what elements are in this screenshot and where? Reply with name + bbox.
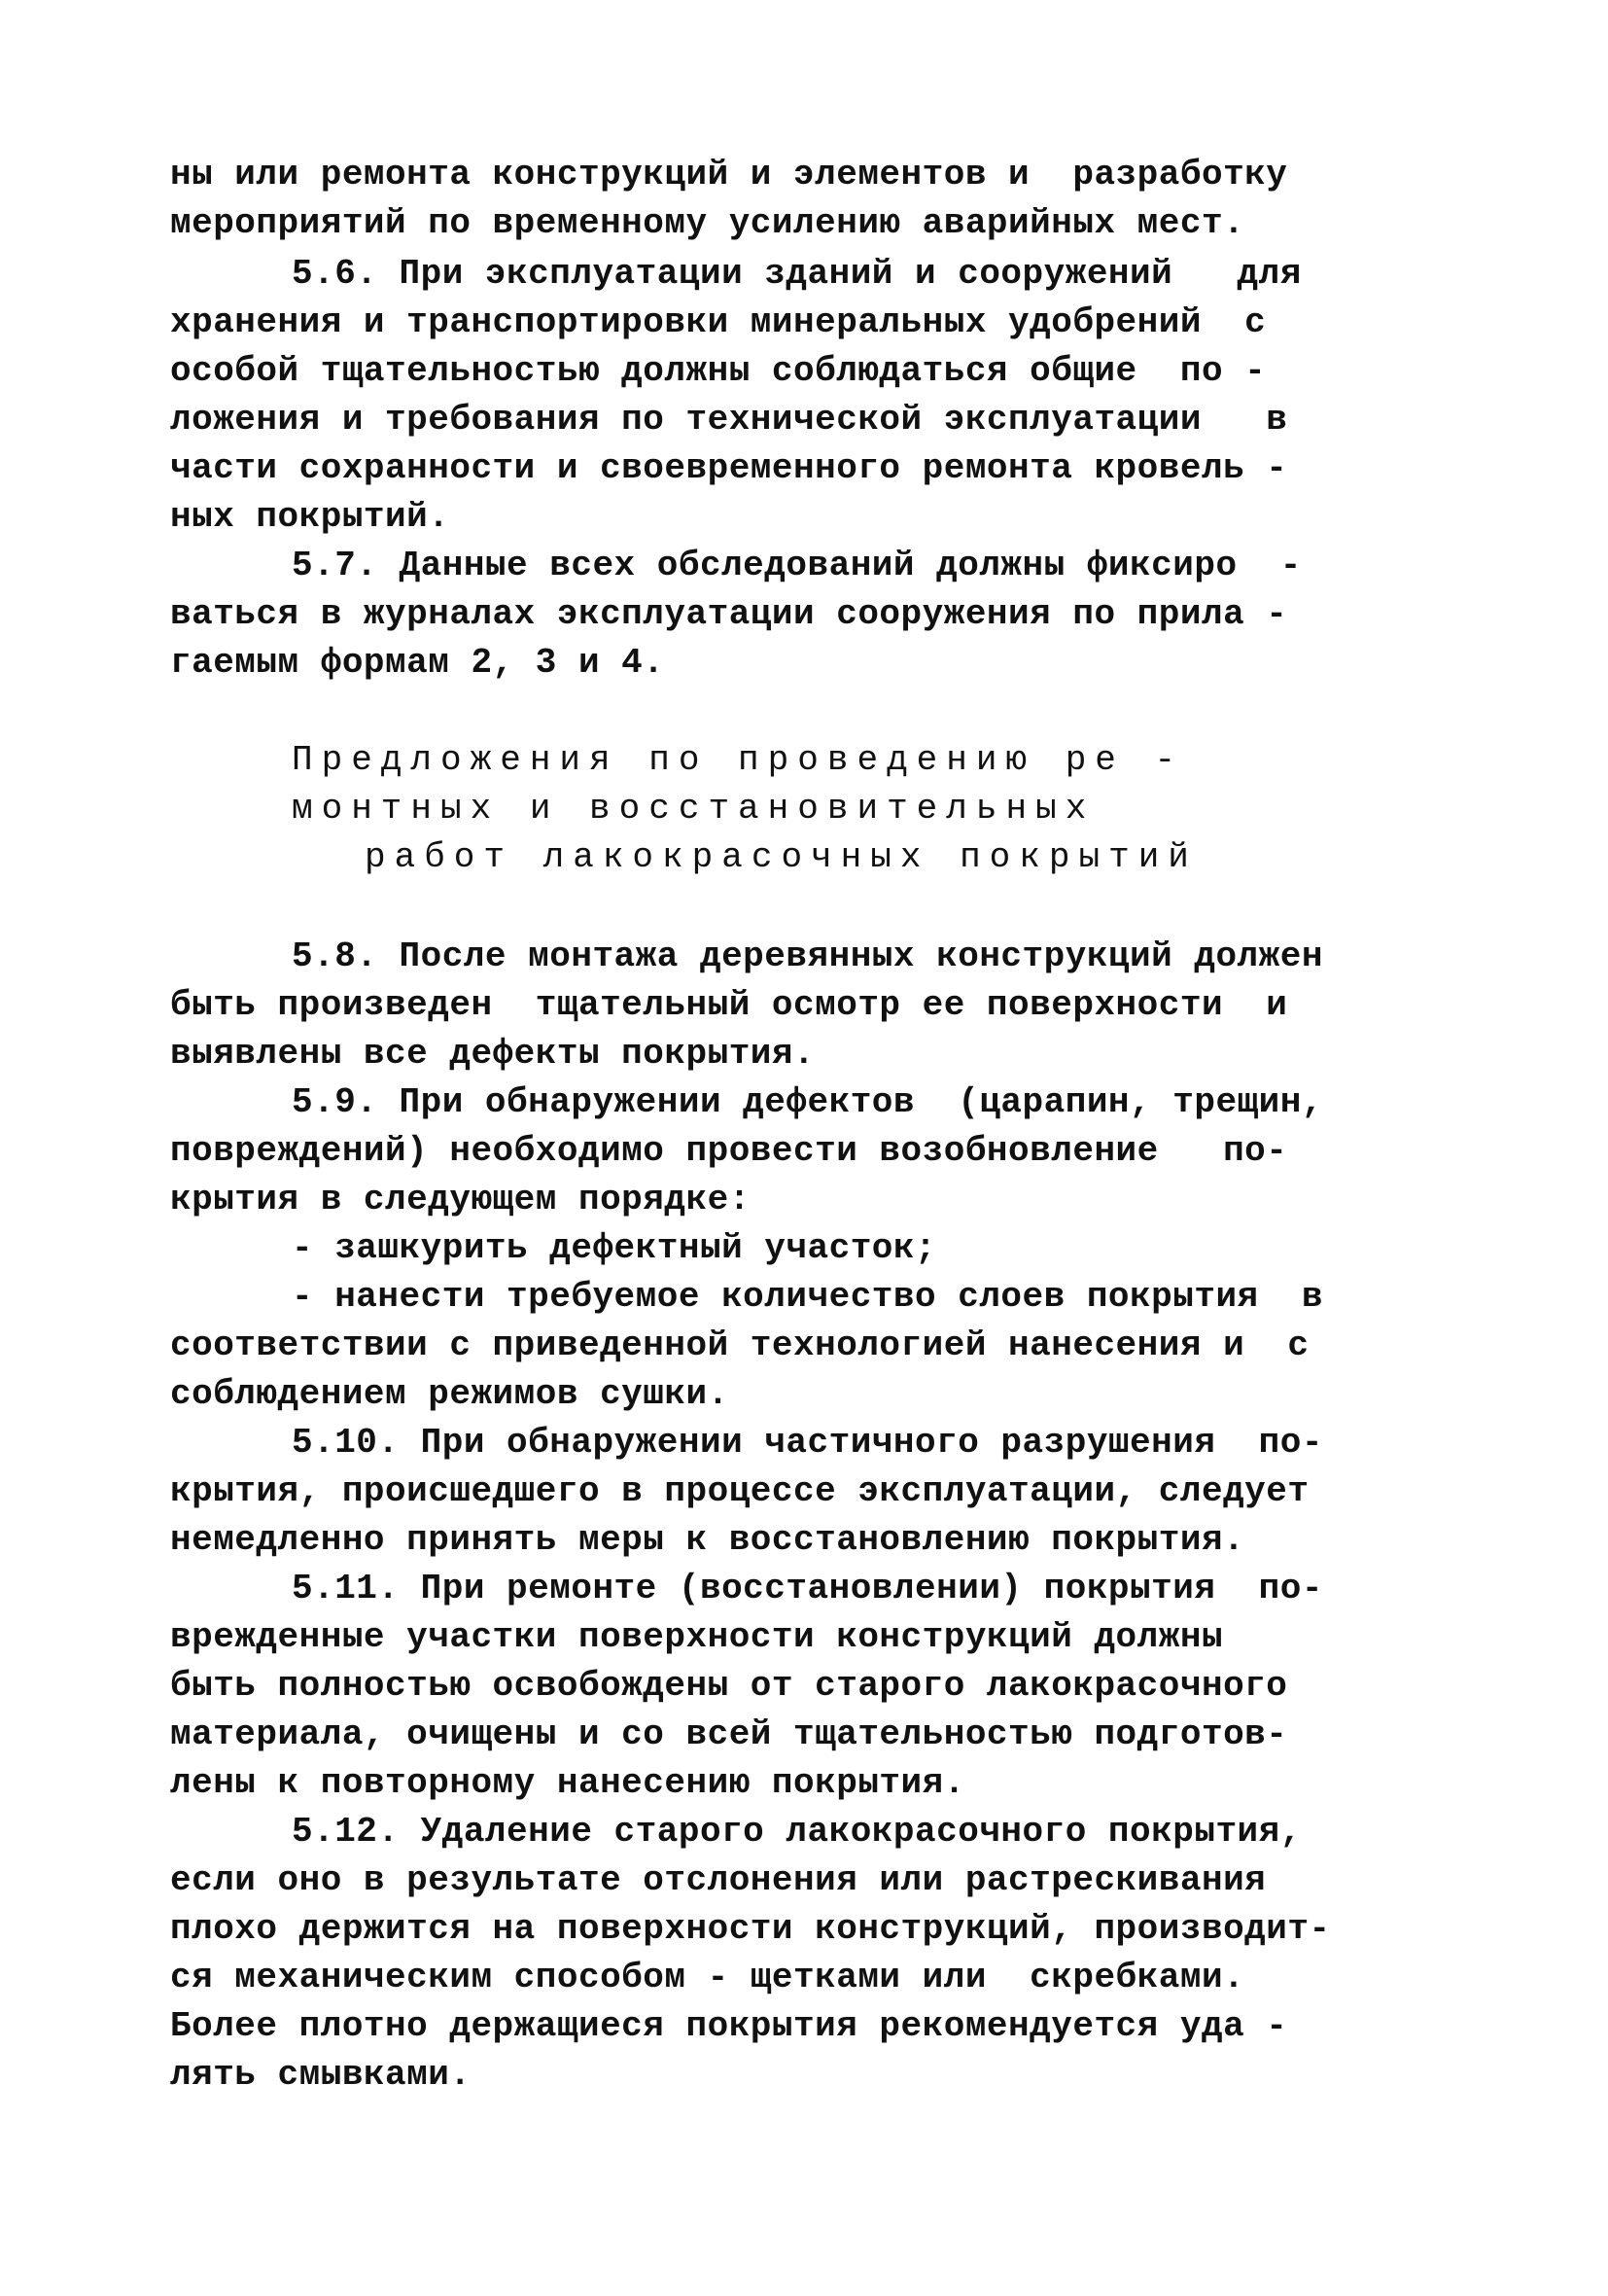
p511-line-2: врежденные участки поверхности конструкций должны [170,1617,1224,1657]
p59-line-1: 5.9. При обнаружении дефектов (царапин, трещин, [292,1082,1323,1122]
section-heading-line-1: Предложения по проведению ре - [292,740,1185,780]
section-heading-line-2: монтных и восстановительных [292,789,1096,829]
p56-line-6: ных покрытий. [170,497,450,537]
p512-line-4: ся механическим способом - щетками или скребками. [170,1958,1245,1997]
p58-line-3: выявлены все дефекты покрытия. [170,1034,816,1074]
p512-line-1: 5.12. Удаление старого лакокрасочного покрытия, [292,1812,1302,1852]
p57-line-3: гаемым формам 2, 3 и 4. [170,643,665,683]
p56-line-4: ложения и требования по технической эксплуатации в [170,400,1288,440]
p57-line-1: 5.7. Данные всех обследований должны фиксиро - [292,546,1302,585]
p59-line-7: соблюдением режимов сушки. [170,1374,729,1414]
p511-line-1: 5.11. При ремонте (восстановлении) покрытия по- [292,1569,1323,1608]
p56-line-3: особой тщательностью должны соблюдаться общие по - [170,351,1267,391]
p56-line-1: 5.6. При эксплуатации зданий и сооружений для [292,254,1302,294]
p58-line-2: быть произведен тщательный осмотр ее поверхности и [170,985,1288,1025]
intro-line-2: мероприятий по временному усилению аварийных мест. [170,203,1245,243]
p512-line-5: Более плотно держащиеся покрытия рекомендуется уда - [170,2006,1288,2046]
p511-line-4: материала, очищены и со всей тщательностью подготов- [170,1714,1288,1754]
p59-line-6: соответствии с приведенной технологией нанесения и с [170,1325,1310,1365]
p511-line-3: быть полностью освобождены от старого лакокрасочного [170,1666,1288,1706]
p512-line-2: если оно в результате отслонения или растрескивания [170,1860,1267,1900]
p510-line-2: крытия, происшедшего в процессе эксплуатации, следует [170,1471,1310,1511]
p510-line-3: немедленно принять меры к восстановлению покрытия. [170,1520,1245,1560]
intro-line-1: ны или ремонта конструкций и элементов и разработку [170,155,1288,194]
p56-line-5: части сохранности и своевременного ремонта кровель - [170,448,1288,488]
p512-line-3: плохо держится на поверхности конструкций, производит- [170,1909,1331,1949]
section-heading-line-3: работ лакокрасочных покрытий [365,837,1198,877]
p56-line-2: хранения и транспортировки минеральных удобрений с [170,302,1267,342]
p511-line-5: лены к повторному нанесению покрытия. [170,1763,965,1803]
p59-list-item-1: - зашкурить дефектный участок; [292,1228,937,1268]
p510-line-1: 5.10. При обнаружении частичного разрушения по- [292,1423,1323,1463]
p59-line-3: крытия в следующем порядке: [170,1180,751,1219]
p58-line-1: 5.8. После монтажа деревянных конструкций должен [292,936,1323,976]
p59-list-item-2: - нанести требуемое количество слоев покрытия в [292,1277,1323,1317]
p59-line-2: повреждений) необходимо провести возобновление по- [170,1131,1288,1171]
p57-line-2: ваться в журналах эксплуатации сооружения по прила - [170,594,1288,634]
p512-line-6: лять смывками. [170,2055,472,2095]
